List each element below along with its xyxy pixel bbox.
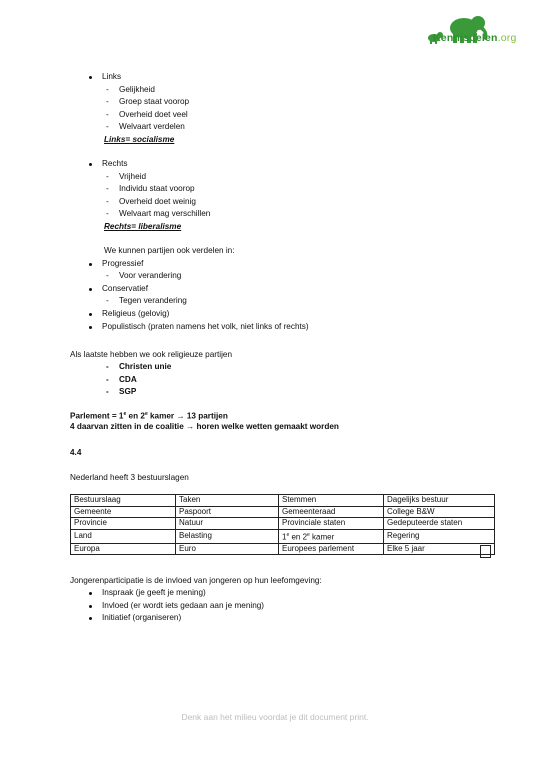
bullet-initiatief: Initiatief (organiseren) — [102, 612, 181, 625]
links-item: - Welvaart verdelen — [119, 121, 185, 134]
bullet-populistisch: Populistisch (praten namens het volk, niet links of rechts) — [102, 321, 309, 334]
religieuze-partij: - SGP — [119, 386, 136, 399]
section-heading: 4.4 — [70, 448, 82, 457]
parlement-text: kamer — [147, 411, 177, 421]
rechts-item: - Vrijheid — [119, 171, 146, 184]
table-header-cell: Dagelijks bestuur — [384, 495, 495, 507]
superscript: e — [144, 411, 148, 417]
links-summary: Links= socialisme — [104, 135, 175, 144]
bullet-invloed: Invloed (er wordt iets gedaan aan je mening) — [102, 600, 264, 613]
table-header-cell: Stemmen — [279, 495, 384, 507]
cell-text: kamer — [309, 532, 335, 542]
verdelen-intro: We kunnen partijen ook verdelen in: — [104, 246, 235, 255]
bestuurslagen-table — [70, 494, 495, 555]
table-cell: Natuur — [176, 518, 279, 530]
logo-wordmark — [433, 32, 517, 44]
parlement-text: Parlement = 1 — [70, 411, 124, 421]
table-header-cell: Bestuurslaag — [71, 495, 176, 507]
arrow-right-icon: → — [186, 422, 195, 431]
table-cell: Regering — [384, 529, 495, 543]
table-extra-cell — [480, 545, 491, 558]
table-cell: Provinciale staten — [279, 518, 384, 530]
coalitie-text: horen welke wetten gemaakt worden — [194, 422, 339, 431]
table-cell: College B&W — [384, 506, 495, 518]
table-cell: Euro — [176, 543, 279, 555]
table-header-row — [71, 495, 495, 507]
table-row — [71, 543, 495, 555]
table-row — [71, 529, 495, 543]
cell-text: 1 — [282, 532, 287, 542]
superscript: e — [123, 411, 127, 417]
parlement-text: 13 partijen — [184, 411, 228, 421]
table-cell: Europa — [71, 543, 176, 555]
coalitie-line — [70, 421, 339, 434]
table-cell: Europees parlement — [279, 543, 384, 555]
coalitie-text: 4 daarvan zitten in de coalitie — [70, 422, 187, 431]
logo-tld: .org — [497, 32, 517, 44]
table-header-cell: Taken — [176, 495, 279, 507]
bestuurslagen-intro: Nederland heeft 3 bestuurslagen — [70, 473, 189, 482]
rechts-item: - Individu staat voorop — [119, 183, 195, 196]
links-item: - Groep staat voorop — [119, 96, 189, 109]
footer-watermark: Denk aan het milieu voordat je dit document print. — [181, 712, 369, 722]
parlement-text: en 2 — [126, 411, 145, 421]
links-item: - Overheid doet veel — [119, 109, 188, 122]
rechts-item: - Overheid doet weinig — [119, 196, 196, 209]
table-cell: Paspoort — [176, 506, 279, 518]
bullet-rechts: Rechts — [102, 158, 127, 171]
table-cell: Gemeente — [71, 506, 176, 518]
table-cell: Elke 5 jaar — [384, 543, 495, 555]
progressief-sub: - Voor verandering — [119, 270, 181, 283]
table-cell: Belasting — [176, 529, 279, 543]
links-item: - Gelijkheid — [119, 84, 155, 97]
superscript: e — [286, 531, 290, 538]
bullet-progressief: Progressief — [102, 258, 143, 271]
rechts-summary: Rechts= liberalisme — [104, 222, 182, 231]
table-cell: Gedeputeerde staten — [384, 518, 495, 530]
table-row — [71, 518, 495, 530]
arrow-right-icon: → — [176, 411, 185, 421]
table-cell: Land — [71, 529, 176, 543]
table-cell: Gemeenteraad — [279, 506, 384, 518]
religieuze-partij: - CDA — [119, 374, 137, 387]
superscript: e — [307, 531, 310, 538]
cell-text: en 2 — [289, 532, 308, 542]
religieuze-partij: - Christen unie — [119, 361, 171, 374]
bullet-religieus: Religieus (gelovig) — [102, 308, 169, 321]
jongeren-intro: Jongerenparticipatie is de invloed van jongeren op hun leefomgeving: — [70, 576, 322, 585]
religieuze-intro: Als laatste hebben we ook religieuze partijen — [70, 350, 233, 359]
table-row — [71, 506, 495, 518]
table-cell: Provincie — [71, 518, 176, 530]
rechts-item: - Welvaart mag verschillen — [119, 208, 210, 221]
logo-name: Kennisdelen — [433, 32, 498, 44]
conservatief-sub: - Tegen verandering — [119, 295, 187, 308]
table-cell-kamers — [279, 529, 384, 543]
bullet-conservatief: Conservatief — [102, 283, 148, 296]
bullet-inspraak: Inspraak (je geeft je mening) — [102, 587, 206, 600]
bullet-links: Links — [102, 71, 121, 84]
